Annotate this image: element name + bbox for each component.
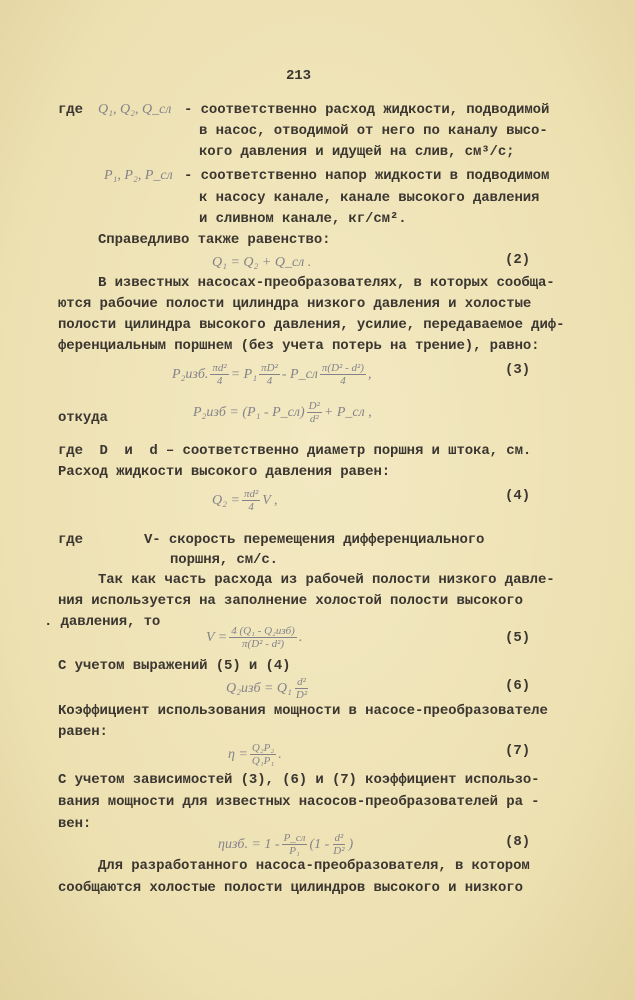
denominator: Q₁P₁	[251, 755, 275, 767]
eq-term: η =	[228, 746, 248, 762]
eq-term: P₂изб = (P₁ - P_сл)	[193, 404, 305, 420]
equation-8	[218, 832, 353, 857]
equation-7	[228, 742, 282, 767]
eq-term: = P₁	[230, 366, 258, 382]
eq-term: (1 -	[309, 836, 330, 852]
formula-vars: Q₁, Q₂, Q_сл	[98, 102, 172, 117]
text-line: V- скорость перемещения дифференциального	[144, 532, 485, 548]
page-number: 213	[286, 68, 311, 84]
fraction	[331, 832, 346, 857]
numerator: πd²	[212, 362, 227, 374]
equation-number: (7)	[505, 743, 531, 759]
numerator: d²	[297, 676, 306, 688]
eq-term: V =	[206, 629, 228, 645]
fraction	[307, 400, 322, 425]
equation-number: (5)	[505, 630, 531, 646]
equation-number: (4)	[505, 488, 531, 504]
denominator: 4	[340, 375, 346, 387]
text-line: вания мощности для известных насосов-преобразователей ра -	[58, 794, 540, 810]
eq-term: .	[298, 629, 303, 645]
eq-term: P₂изб.	[172, 366, 209, 382]
text-line: ются рабочие полости цилиндра низкого давления и холостые	[58, 296, 532, 312]
text-line: где	[58, 102, 83, 118]
denominator: 4	[248, 501, 254, 513]
text-line: ния используется на заполнение холостой полости высокого	[58, 593, 523, 609]
numerator: d²	[334, 832, 344, 844]
eq-term: V ,	[262, 492, 278, 508]
denominator: d²	[309, 413, 319, 425]
text-line: в насос, отводимой от него по каналу высо-	[199, 123, 548, 139]
eq-term: ηизб. = 1 -	[218, 836, 280, 852]
text-line: кого давления и идущей на слив, см³/с;	[199, 144, 515, 160]
text-line: где D и d – соответственно диаметр поршня и штока, см.	[58, 443, 532, 459]
eq-term: + P_сл ,	[323, 404, 372, 420]
denominator: π(D² - d²)	[242, 638, 285, 650]
fraction	[294, 676, 309, 701]
text-line: Так как часть расхода из рабочей полости низкого давле-	[98, 572, 555, 588]
numerator: π(D² - d²)	[321, 362, 364, 374]
text-line: сообщаются холостые полости цилиндров высокого и низкого	[58, 880, 523, 896]
numerator: πd²	[243, 488, 259, 500]
text-line: ференциальным поршнем (без учета потерь на трение), равно:	[58, 338, 540, 354]
text-line: где	[58, 532, 83, 548]
equation-number: (6)	[505, 678, 531, 694]
numerator: Q₂P₂	[251, 742, 275, 754]
fraction	[229, 625, 297, 650]
text-line: - соответственно расход жидкости, подводимой	[184, 102, 550, 118]
text-line: к насосу канале, канале высокого давления	[199, 190, 540, 206]
text-line: и сливном канале, кг/см².	[199, 211, 407, 227]
eq-term: Q₂изб = Q₁	[226, 680, 292, 696]
equation-4	[212, 488, 278, 513]
fraction	[320, 362, 366, 387]
text-line: Коэффициент использования мощности в насосе-преобразователе	[58, 703, 548, 719]
numerator: 4 (Q₁ - Q₂изб)	[231, 625, 295, 637]
equation-3	[172, 362, 371, 387]
fraction	[250, 742, 276, 767]
equation-number: (8)	[505, 834, 531, 850]
text-line: откуда	[58, 410, 108, 426]
numerator: D²	[308, 400, 320, 412]
equation-3b	[193, 400, 372, 425]
denominator: P₁	[289, 845, 300, 857]
denominator: 4	[216, 375, 223, 387]
numerator: πD²	[261, 362, 278, 374]
text-line: Справедливо также равенство:	[98, 232, 331, 248]
fraction	[282, 832, 308, 857]
text-line: В известных насосах-преобразователях, в которых сообща-	[98, 275, 555, 291]
text-line: полости цилиндра высокого давления, усилие, передаваемое диф-	[58, 317, 565, 333]
eq-term: Q₂ =	[212, 492, 240, 508]
text-line: поршня, см/с.	[170, 552, 278, 568]
text-line: Расход жидкости высокого давления равен:	[58, 464, 391, 480]
text-line: равен:	[58, 724, 108, 740]
fraction	[259, 362, 280, 387]
equation-number: (2)	[505, 252, 531, 268]
denominator: 4	[266, 375, 273, 387]
equation-5	[206, 625, 302, 650]
equation-6	[226, 676, 311, 701]
fraction	[242, 488, 260, 513]
equation-2: Q₁ = Q₂ + Q_сл .	[212, 255, 312, 270]
numerator: P_сл	[283, 832, 306, 844]
denominator: D²	[295, 689, 308, 701]
denominator: D²	[333, 845, 345, 857]
fraction	[210, 362, 228, 387]
text-line: С учетом выражений (5) и (4)	[58, 658, 291, 674]
text-line: - соответственно напор жидкости в подводимом	[184, 168, 550, 184]
eq-term: ,	[367, 366, 372, 382]
eq-term: - P_сл	[281, 366, 318, 382]
text-line: Для разработанного насоса-преобразователя, в котором	[98, 858, 530, 874]
eq-term: )	[348, 836, 354, 852]
text-line: вен:	[58, 816, 92, 832]
equation-number: (3)	[505, 362, 531, 378]
text-line: С учетом зависимостей (3), (6) и (7) коэффициент использо-	[58, 772, 540, 788]
eq-term: .	[278, 746, 282, 762]
formula-vars: P₁, P₂, P_сл	[104, 168, 173, 183]
text-line: . давления, то	[44, 614, 161, 630]
